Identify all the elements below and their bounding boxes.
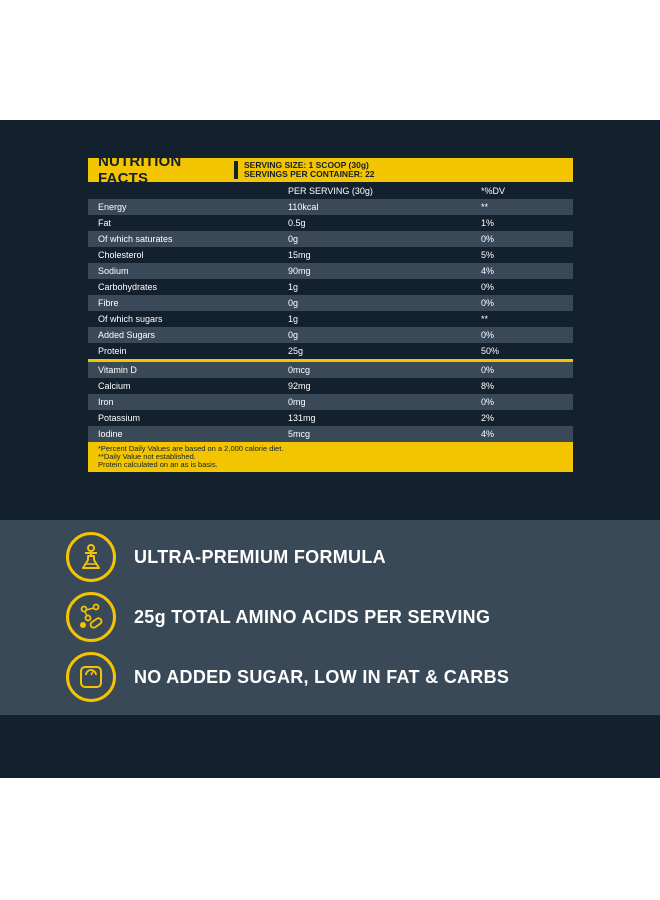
nutrient-name: Added Sugars xyxy=(98,330,156,340)
nutrition-footnotes xyxy=(88,442,573,472)
table-row xyxy=(88,362,573,378)
feature-text: ULTRA-PREMIUM FORMULA xyxy=(134,546,386,567)
nutrition-title: NUTRITION FACTS xyxy=(98,153,182,187)
feature-item xyxy=(66,532,386,582)
nutrient-dv: 8% xyxy=(481,381,495,391)
header-divider xyxy=(234,161,238,179)
nutrition-facts-table xyxy=(88,153,573,472)
table-row xyxy=(88,327,573,343)
nutrient-amount: 90mg xyxy=(288,266,311,276)
nutrient-dv: 50% xyxy=(481,346,500,356)
flask-icon xyxy=(66,532,116,582)
table-row xyxy=(88,199,573,215)
footnote-dv: *Percent Daily Values are based on a 2,000 calorie diet. xyxy=(98,444,284,453)
table-row xyxy=(88,378,573,394)
nutrient-amount: 1g xyxy=(288,314,299,324)
nutrient-amount: 1g xyxy=(288,282,299,292)
nutrient-dv: 0% xyxy=(481,397,495,407)
nutrient-amount: 0.5g xyxy=(288,218,306,228)
footnote-not-established: **Daily Value not established. xyxy=(98,452,196,461)
nutrient-name: Iodine xyxy=(98,429,123,439)
feature-item xyxy=(66,652,509,702)
nutrient-amount: 5mcg xyxy=(288,429,311,439)
table-row xyxy=(88,247,573,263)
nutrient-amount: 25g xyxy=(288,346,304,356)
scale-icon xyxy=(66,652,116,702)
col-per-serving: PER SERVING (30g) xyxy=(288,185,373,196)
nutrient-name: Iron xyxy=(98,397,114,407)
table-row xyxy=(88,311,573,327)
nutrient-name: Carbohydrates xyxy=(98,282,158,292)
nutrient-name: Vitamin D xyxy=(98,365,137,375)
table-row xyxy=(88,343,573,359)
nutrient-amount: 0mg xyxy=(288,397,306,407)
feature-text: 25g TOTAL AMINO ACIDS PER SERVING xyxy=(134,606,491,627)
nutrient-dv: 1% xyxy=(481,218,495,228)
nutrient-name: Sodium xyxy=(98,266,129,276)
nutrient-name: Fibre xyxy=(98,298,119,308)
nutrient-name: Cholesterol xyxy=(98,250,144,260)
nutrient-name: Of which sugars xyxy=(98,314,163,324)
nutrient-amount: 110kcal xyxy=(288,202,319,212)
footnote-protein: Protein calculated on an as is basis. xyxy=(98,460,218,469)
nutrient-amount: 0g xyxy=(288,298,299,308)
table-row xyxy=(88,295,573,311)
table-row xyxy=(88,215,573,231)
nutrient-dv: 4% xyxy=(481,429,495,439)
nutrient-dv: ** xyxy=(481,202,489,212)
nutrient-amount: 0g xyxy=(288,234,299,244)
feature-text: NO ADDED SUGAR, LOW IN FAT & CARBS xyxy=(134,666,510,687)
nutrient-dv: 0% xyxy=(481,330,495,340)
nutrient-dv: 2% xyxy=(481,413,495,423)
nutrient-amount: 15mg xyxy=(288,250,311,260)
nutrient-amount: 131mg xyxy=(288,413,316,423)
nutrition-header xyxy=(88,153,573,187)
nutrient-dv: 0% xyxy=(481,298,495,308)
table-row xyxy=(88,410,573,426)
serving-size: SERVING SIZE: 1 SCOOP (30g) xyxy=(244,160,369,170)
table-row xyxy=(88,279,573,295)
nutrient-name: Energy xyxy=(98,202,127,212)
nutrient-name: Calcium xyxy=(98,381,131,391)
table-row xyxy=(88,394,573,410)
table-row xyxy=(88,426,573,442)
servings-per-container: SERVINGS PER CONTAINER: 22 xyxy=(244,169,375,179)
nutrient-name: Protein xyxy=(98,346,127,356)
table-row xyxy=(88,263,573,279)
nutrient-amount: 92mg xyxy=(288,381,311,391)
nutrient-name: Of which saturates xyxy=(98,234,173,244)
serving-info xyxy=(244,161,375,179)
nutrient-dv: 5% xyxy=(481,250,495,260)
nutrient-amount: 0g xyxy=(288,330,299,340)
nutrient-name: Potassium xyxy=(98,413,141,423)
nutrient-dv: 0% xyxy=(481,234,495,244)
feature-item xyxy=(66,592,490,642)
nutrient-amount: 0mcg xyxy=(288,365,311,375)
nutrient-dv: 0% xyxy=(481,282,495,292)
molecule-icon xyxy=(66,592,116,642)
nutrient-dv: ** xyxy=(481,314,489,324)
col-dv: *%DV xyxy=(481,185,506,196)
nutrient-dv: 0% xyxy=(481,365,495,375)
nutrient-dv: 4% xyxy=(481,266,495,276)
nutrient-name: Fat xyxy=(98,218,112,228)
table-row xyxy=(88,231,573,247)
bottom-panel-background xyxy=(0,715,660,778)
